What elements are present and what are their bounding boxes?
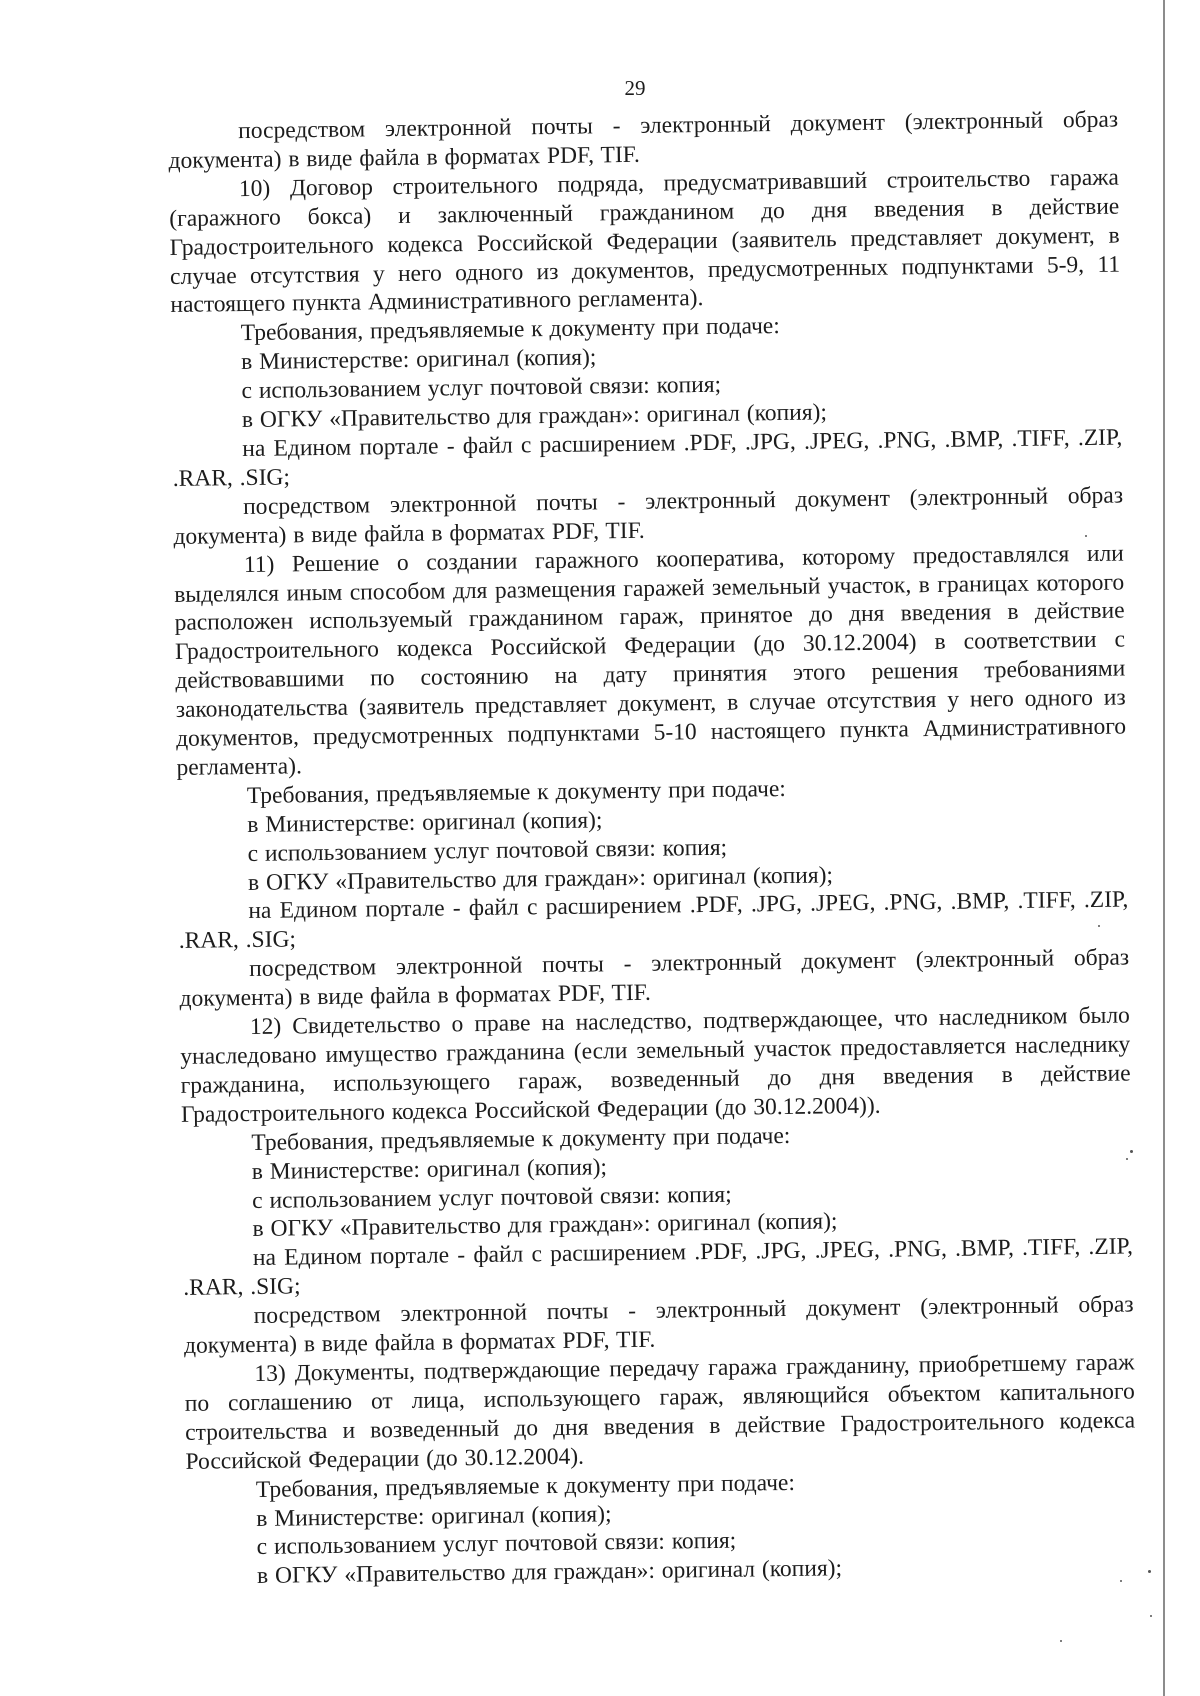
requirements-heading-13: Требования, предъявляемые к документу при подаче: <box>255 1469 796 1503</box>
paragraph-item-12: 12) Свидетельство о праве на наследство, подтверждающее, что наследником было унаследовано имущество гражданина (если земельный участок предоставляется наследнику гражданина, использующего гараж, возведенный до дня введения в действие Градостроительного кодекса Российской Федерации (до 30.12.2004)). <box>180 1002 1131 1128</box>
requirement-post-13: с использованием услуг почтовой связи: копия; <box>256 1528 737 1561</box>
requirement-ministry-13: в Министерстве: оригинал (копия); <box>256 1500 612 1532</box>
requirement-portal-12: на Едином портале - файл с расширением .PDF, .JPG, .JPEG, .PNG, .BMP, .TIFF, .ZIP, .RAR, .SIG; <box>183 1233 1134 1302</box>
requirement-ogku-12: в ОГКУ «Правительство для граждан»: оригинал (копия); <box>252 1208 838 1243</box>
scan-speck <box>1126 1158 1128 1160</box>
requirement-ogku-11: в ОГКУ «Правительство для граждан»: оригинал (копия); <box>247 861 834 896</box>
scan-edge-line <box>1163 0 1165 1696</box>
paragraph-item-11: 11) Решение о создании гаражного кооператива, которому предоставлялся или выделялся иным способом для размещения гаражей земельный участок, в границах которого расположен используемый гражданином гараж, принятое до дня введения в действие Градостроительного кодекса Российской Федерации (до 30.12.2004) в соответствии с действовавшими по состоянию на дату принятия этого решения требованиями законодательства (заявитель представляет документ, в случае отсутствия у него одного из документов, предусмотренных подпунктами 5-10 настоящего пункта Административного регламента). <box>174 540 1127 781</box>
requirements-heading-10: Требования, предъявляемые к документу при подаче: <box>240 313 780 347</box>
requirement-post-11: с использованием услуг почтовой связи: копия; <box>247 834 728 867</box>
scan-speck <box>1060 1640 1062 1642</box>
requirement-ogku-13: в ОГКУ «Правительство для граждан»: оригинал (копия); <box>256 1555 843 1590</box>
requirement-portal-11: на Едином портале - файл с расширением .PDF, .JPG, .JPEG, .PNG, .BMP, .TIFF, .ZIP, .RAR, .SIG; <box>178 886 1129 955</box>
requirement-email-10: посредством электронной почты - электронный документ (электронный образ документа) в виде файла в форматах PDF, TIF. <box>173 482 1124 550</box>
scan-speck <box>1148 1570 1151 1573</box>
document-body <box>168 106 1137 1593</box>
requirement-ministry-11: в Министерстве: оригинал (копия); <box>247 807 603 838</box>
scan-speck <box>1085 535 1087 537</box>
requirement-email-11: посредством электронной почты - электронный документ (электронный образ документа) в виде файла в форматах PDF, TIF. <box>179 944 1130 1013</box>
requirement-post-10: с использованием услуг почтовой связи: копия; <box>241 371 722 405</box>
requirement-ogku-10: в ОГКУ «Правительство для граждан»: оригинал (копия); <box>241 399 828 434</box>
requirements-heading-11: Требования, предъявляемые к документу при подаче: <box>246 775 787 809</box>
scan-speck <box>1150 1615 1152 1617</box>
scan-speck <box>1120 1580 1122 1582</box>
requirement-ministry-10: в Министерстве: оригинал (копия); <box>241 344 597 376</box>
requirement-post-12: с использованием услуг почтовой связи: копия; <box>252 1181 732 1214</box>
paragraph-item-10: 10) Договор строительного подряда, предусматривавший строительство гаража (гаражного бокса) и заключенный гражданином до дня введения в действие Градостроительного кодекса Российской Федерации (заявитель представляет документ, в случае отсутствия у него одного из документов, предусмотренных подпунктами 5-9, 11 настоящего пункта Административного регламента). <box>169 164 1121 319</box>
scan-speck <box>1098 925 1100 927</box>
requirement-ministry-12: в Министерстве: оригинал (копия); <box>251 1153 608 1185</box>
scan-speck <box>1130 1150 1133 1153</box>
requirement-email-12: посредством электронной почты - электронный документ (электронный образ документа) в виде файла в форматах PDF, TIF. <box>183 1291 1134 1359</box>
page-number: 29 <box>624 76 646 100</box>
requirement-portal-10: на Едином портале - файл с расширением .PDF, .JPG, .JPEG, .PNG, .BMP, .TIFF, .ZIP, .RAR, .SIG; <box>172 424 1123 492</box>
paragraph-item-13: 13) Документы, подтверждающие передачу гаража гражданину, приобретшему гараж по соглашению от лица, использующего гараж, являющийся объектом капитального строительства и возведенный до дня введения в действие Градостроительного кодекса Российской Федерации (до 30.12.2004). <box>184 1349 1136 1475</box>
paragraph-email-submission-9: посредством электронной почты - электронный документ (электронный образ документа) в виде файла в форматах PDF, TIF. <box>168 106 1119 174</box>
requirements-heading-12: Требования, предъявляемые к документу при подаче: <box>251 1122 791 1156</box>
